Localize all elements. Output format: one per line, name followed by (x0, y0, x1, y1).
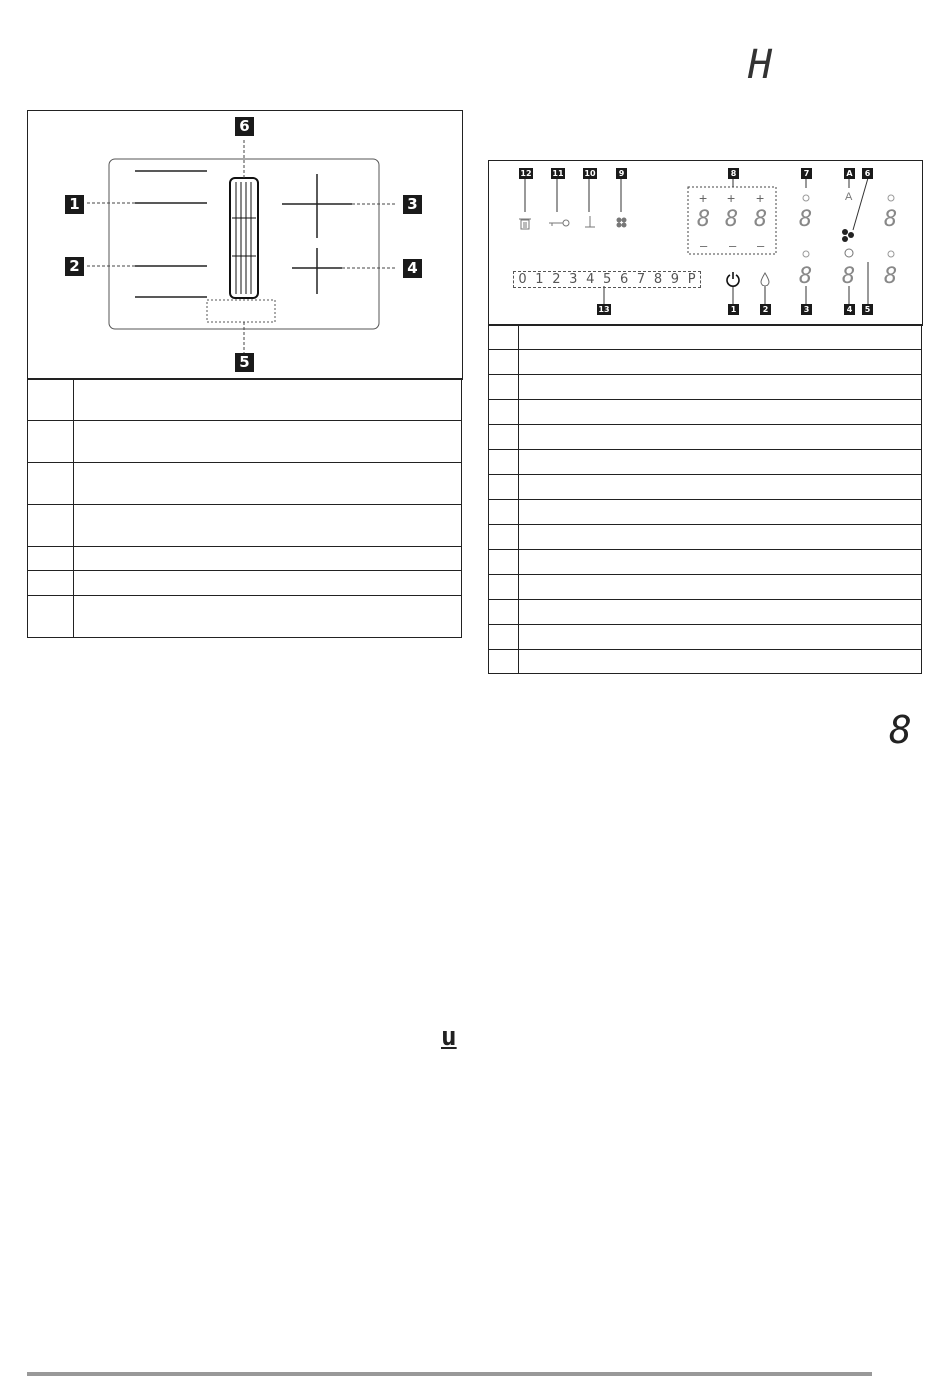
panel-callout-7: 7 (801, 168, 812, 179)
callout-4: 4 (403, 259, 422, 278)
callout-5: 5 (235, 353, 254, 372)
legend-row (74, 571, 462, 596)
legend-row (519, 500, 922, 525)
plus-button-2[interactable]: + (727, 190, 736, 206)
digit-display-zone-7: 8 (799, 207, 813, 232)
minus-button-1[interactable]: – (700, 238, 708, 253)
panel-callout-9: 9 (616, 168, 627, 179)
drop-icon[interactable] (759, 272, 771, 286)
legend-row (74, 596, 462, 638)
legend-row (519, 550, 922, 575)
digit-display-zone-right-bottom: 8 (884, 264, 898, 289)
digit-display-zone-right-top: 8 (884, 207, 898, 232)
key-icon[interactable] (548, 218, 570, 228)
power-icon[interactable] (725, 271, 741, 287)
scale-p[interactable]: P (687, 272, 696, 287)
legend-row (519, 425, 922, 450)
callout-6: 6 (235, 117, 254, 136)
legend-row (519, 650, 922, 674)
timer-icon[interactable] (802, 194, 810, 202)
legend-row (74, 505, 462, 547)
panel-callout-11: 11 (552, 169, 564, 178)
legend-row (519, 600, 922, 625)
display-glyph-u: u (441, 1022, 457, 1052)
callout-2: 2 (65, 257, 84, 276)
scale-2[interactable]: 2 (552, 272, 561, 287)
plus-button-3[interactable]: + (756, 190, 765, 206)
panel-callout-a: A (844, 168, 855, 179)
scale-7[interactable]: 7 (636, 272, 646, 287)
auto-label[interactable]: A (845, 191, 853, 203)
timer-icon[interactable] (802, 250, 810, 258)
scale-5[interactable]: 5 (603, 272, 612, 287)
plus-button-1[interactable]: + (699, 190, 708, 206)
legend-row (74, 379, 462, 421)
legend-row (74, 463, 462, 505)
digit-display-zone-4: 8 (842, 264, 856, 289)
scale-3[interactable]: 3 (569, 272, 578, 287)
scale-6[interactable]: 6 (619, 272, 629, 287)
minus-button-3[interactable]: – (757, 238, 765, 253)
scale-9[interactable]: 9 (670, 272, 680, 287)
timer-icon[interactable] (887, 250, 895, 258)
callout-1: 1 (65, 195, 84, 214)
panel-callout-4: 4 (844, 304, 855, 315)
panel-callout-10: 10 (584, 169, 596, 178)
flower-icon[interactable] (615, 216, 628, 229)
scale-0[interactable]: 0 (518, 272, 527, 287)
timer-icon[interactable] (887, 194, 895, 202)
display-glyph-h: H (748, 42, 773, 88)
panel-callout-5: 5 (862, 304, 873, 315)
legend-row (519, 375, 922, 400)
legend-row (519, 525, 922, 550)
panel-callout-6: 6 (862, 168, 873, 179)
legend-row (519, 575, 922, 600)
legend-row (519, 450, 922, 475)
legend-row (519, 325, 922, 350)
footer-rule (27, 1372, 872, 1376)
legend-row (519, 400, 922, 425)
legend-row (519, 625, 922, 650)
digit-display-3: 8 (754, 207, 768, 232)
timer-icon[interactable] (844, 248, 854, 258)
fan-icon[interactable] (841, 228, 855, 242)
display-glyph-8: 8 (889, 708, 912, 752)
scale-8[interactable]: 8 (653, 272, 663, 287)
legend-row (74, 547, 462, 571)
panel-callout-2: 2 (760, 304, 771, 315)
panel-callout-12: 12 (520, 169, 532, 178)
left-legend-table (27, 378, 462, 638)
scale-1[interactable]: 1 (535, 272, 544, 287)
panel-callout-3: 3 (801, 304, 812, 315)
panel-callout-8: 8 (728, 168, 739, 179)
t-icon[interactable] (584, 215, 596, 229)
panel-callout-1: 1 (728, 304, 739, 315)
hob-outline-diagram (27, 110, 461, 378)
digit-display-1: 8 (697, 207, 711, 232)
bin-icon[interactable] (518, 216, 532, 230)
panel-callout-13: 13 (598, 305, 610, 314)
digit-display-2: 8 (725, 207, 739, 232)
callout-3: 3 (403, 195, 422, 214)
scale-4[interactable]: 4 (586, 272, 595, 287)
digit-display-zone-3: 8 (799, 264, 813, 289)
legend-row (519, 475, 922, 500)
right-legend-table (488, 324, 922, 674)
legend-row (519, 350, 922, 375)
minus-button-2[interactable]: – (729, 238, 737, 253)
legend-row (74, 421, 462, 463)
power-level-scale[interactable] (513, 271, 701, 288)
